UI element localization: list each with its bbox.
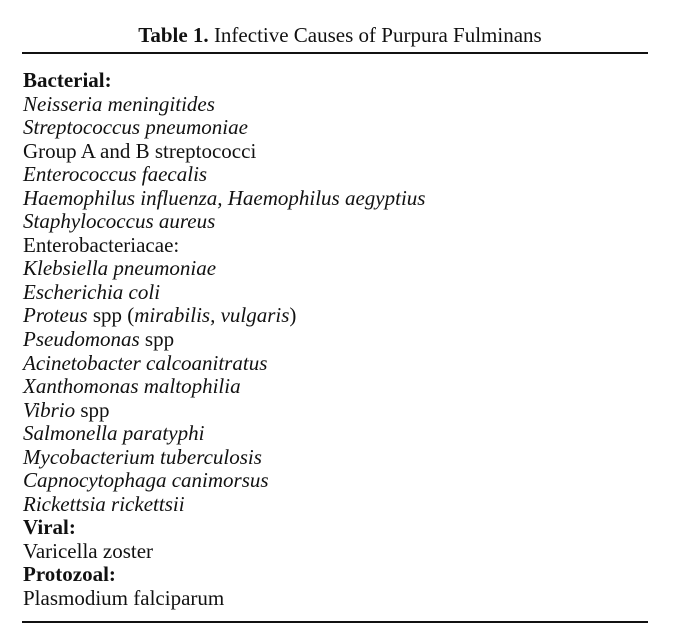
row-text: spp — [139, 327, 175, 352]
organism-row — [23, 540, 649, 564]
table-caption — [0, 22, 680, 48]
row-text: Escherichia coli — [23, 279, 161, 304]
organism-row — [23, 140, 649, 164]
organism-row — [23, 352, 649, 376]
organism-row — [23, 187, 649, 211]
row-text: Enterococcus faecalis — [23, 162, 208, 187]
row-text: Vibrio — [23, 397, 76, 422]
organism-row — [23, 328, 649, 352]
category-heading — [23, 563, 649, 587]
row-text: Proteus — [23, 303, 88, 328]
row-text: Group A and B streptococci — [23, 138, 257, 163]
caption-label: Table 1. — [138, 23, 209, 47]
organism-row — [23, 210, 649, 234]
organism-row — [23, 116, 649, 140]
row-text: mirabilis, vulgaris — [134, 303, 290, 328]
row-text: Haemophilus influenza, Haemophilus aegyptius — [23, 185, 426, 210]
row-text: Klebsiella pneumoniae — [23, 256, 217, 281]
row-text: Acinetobacter calcoanitratus — [23, 350, 268, 375]
row-text: Bacterial: — [23, 68, 112, 92]
row-text: Capnocytophaga canimorsus — [23, 468, 269, 493]
organism-row — [23, 446, 649, 470]
row-text: Enterobacteriacae: — [23, 232, 180, 257]
caption-title: Infective Causes of Purpura Fulminans — [213, 23, 542, 47]
organism-row — [23, 234, 649, 258]
category-heading — [23, 69, 649, 93]
organism-row — [23, 422, 649, 446]
row-text: Protozoal: — [23, 562, 116, 587]
row-text: Xanthomonas maltophilia — [23, 374, 241, 399]
category-heading — [23, 516, 649, 540]
row-text: Staphylococcus aureus — [23, 209, 216, 234]
organism-row — [23, 375, 649, 399]
organism-row — [23, 493, 649, 517]
row-text: Rickettsia rickettsii — [23, 491, 185, 516]
row-text: Mycobacterium tuberculosis — [23, 444, 262, 469]
row-text: Viral: — [23, 515, 76, 540]
row-text: Pseudomonas — [23, 327, 140, 352]
row-text: Salmonella paratyphi — [23, 421, 205, 446]
row-text: Varicella zoster — [23, 538, 154, 563]
organism-row — [23, 469, 649, 493]
bottom-rule — [22, 621, 648, 623]
table-body — [23, 69, 649, 611]
row-text: ) — [289, 303, 297, 328]
organism-row — [23, 399, 649, 423]
row-text: Plasmodium falciparum — [23, 586, 225, 611]
organism-row — [23, 304, 649, 328]
row-text: Neisseria meningitides — [23, 91, 215, 116]
top-rule — [22, 52, 648, 54]
row-text: spp ( — [87, 303, 135, 328]
organism-row — [23, 257, 649, 281]
row-text: spp — [75, 397, 110, 422]
row-text: Streptococcus pneumoniae — [23, 115, 248, 140]
organism-row — [23, 163, 649, 187]
organism-row — [23, 93, 649, 117]
organism-row — [23, 587, 649, 611]
organism-row — [23, 281, 649, 305]
